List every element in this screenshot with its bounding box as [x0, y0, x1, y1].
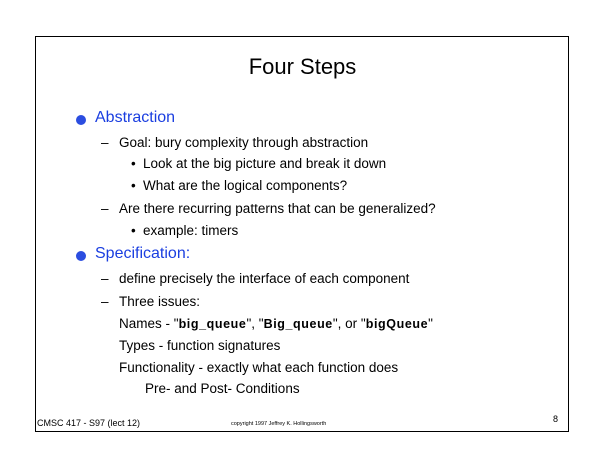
- item-recurring-patterns: Are there recurring patterns that can be generalized?: [119, 201, 436, 216]
- page-number: 8: [553, 414, 559, 424]
- names-separator-2: ", or ": [332, 316, 366, 331]
- section-heading-specification: Specification:: [95, 245, 191, 262]
- slide-title: Four Steps: [248, 54, 357, 79]
- dash-icon: –: [101, 271, 109, 286]
- dash-icon: –: [101, 135, 109, 150]
- subitem-big-picture: Look at the big picture and break it down: [143, 156, 387, 171]
- subitem-example-timers: example: timers: [143, 223, 239, 238]
- detail-names: [119, 316, 433, 331]
- section-bullet-specification: [76, 251, 86, 261]
- footer-course: CMSC 417 - S97 (lect 12): [37, 418, 141, 428]
- footer-copyright: copyright 1997 Jeffrey K. Hollingsworth: [231, 421, 327, 427]
- item-goal: Goal: bury complexity through abstraction: [119, 135, 369, 150]
- code-name-2: Big_queue: [263, 317, 333, 331]
- detail-conditions: Pre- and Post- Conditions: [145, 381, 300, 396]
- bullet-dot-icon: •: [131, 156, 136, 171]
- names-suffix: ": [428, 316, 433, 331]
- item-three-issues: Three issues:: [119, 294, 201, 309]
- bullet-dot-icon: •: [131, 178, 136, 193]
- section-heading-abstraction: Abstraction: [95, 109, 176, 126]
- section-bullet-abstraction: [76, 115, 86, 125]
- subitem-logical-components: What are the logical components?: [143, 178, 348, 193]
- dash-icon: –: [101, 294, 109, 309]
- names-separator-1: ", ": [246, 316, 264, 331]
- detail-functionality: Functionality - exactly what each function does: [119, 360, 399, 375]
- bullet-dot-icon: •: [131, 223, 136, 238]
- code-name-3: bigQueue: [365, 317, 429, 331]
- code-name-1: big_queue: [178, 317, 247, 331]
- item-define-interface: define precisely the interface of each component: [119, 271, 410, 286]
- names-prefix: Names - ": [119, 316, 179, 331]
- detail-types: Types - function signatures: [119, 338, 281, 353]
- dash-icon: –: [101, 201, 109, 216]
